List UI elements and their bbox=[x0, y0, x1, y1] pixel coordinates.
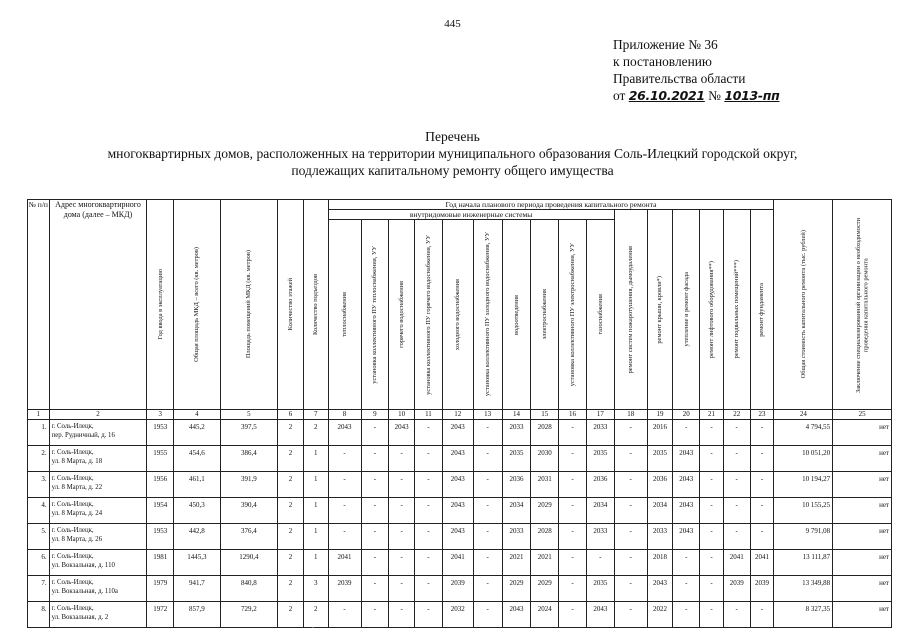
table-cell: 1953 bbox=[147, 420, 174, 446]
table-cell: 2035 bbox=[647, 446, 673, 472]
table-cell: 2034 bbox=[647, 498, 673, 524]
table-cell: - bbox=[673, 576, 700, 602]
table-cell: 397,5 bbox=[220, 420, 278, 446]
table-cell: 1 bbox=[303, 472, 328, 498]
table-cell: 13 111,87 bbox=[774, 550, 833, 576]
column-number: 3 bbox=[147, 410, 174, 420]
table-cell: 10 155,25 bbox=[774, 498, 833, 524]
table-cell: 2043 bbox=[442, 524, 473, 550]
table-cell: - bbox=[700, 446, 724, 472]
table-cell: 2043 bbox=[328, 420, 361, 446]
table-cell: 2043 bbox=[673, 498, 700, 524]
table-cell: 2041 bbox=[723, 550, 750, 576]
handwritten-date: 26.10.2021 bbox=[628, 88, 705, 103]
appendix-line-2: к постановлению bbox=[613, 54, 712, 69]
column-number-row bbox=[28, 410, 892, 420]
table-cell: - bbox=[361, 550, 389, 576]
table-cell: 391,9 bbox=[220, 472, 278, 498]
table-cell: - bbox=[750, 472, 774, 498]
table-cell: 2043 bbox=[389, 420, 415, 446]
header-foundation: ремонт фундамента bbox=[750, 210, 774, 410]
table-cell: 2043 bbox=[673, 446, 700, 472]
title-line-2: многоквартирных домов, расположенных на территории муниципального образования Соль-Илецкий городской округ, bbox=[107, 146, 798, 161]
table-cell: - bbox=[389, 446, 415, 472]
header-electricity: электроснабжения bbox=[531, 220, 559, 410]
header-repair-period: Год начала планового периода проведения капитального ремонта bbox=[328, 200, 774, 210]
column-number: 7 bbox=[303, 410, 328, 420]
table-cell: нет bbox=[833, 446, 892, 472]
address-cell: г. Соль-Илецк, ул. Вокзальная, д. 110 bbox=[49, 550, 147, 576]
table-cell: 2 bbox=[303, 420, 328, 446]
table-cell: 1 bbox=[303, 498, 328, 524]
table-cell: - bbox=[415, 524, 443, 550]
table-cell: - bbox=[361, 576, 389, 602]
table-cell: - bbox=[361, 420, 389, 446]
table-cell: - bbox=[750, 524, 774, 550]
table-cell: 2043 bbox=[647, 576, 673, 602]
table-cell: 2028 bbox=[531, 524, 559, 550]
table-cell: 2 bbox=[278, 550, 304, 576]
table-cell: 2021 bbox=[502, 550, 531, 576]
table-cell: 2 bbox=[278, 576, 304, 602]
table-cell: 2036 bbox=[502, 472, 531, 498]
table-cell: 2 bbox=[278, 446, 304, 472]
table-cell: 1 bbox=[303, 446, 328, 472]
table-cell: - bbox=[614, 602, 647, 628]
table-cell: - bbox=[723, 446, 750, 472]
table-cell: 10 194,27 bbox=[774, 472, 833, 498]
document-title bbox=[0, 128, 905, 179]
table-cell: - bbox=[750, 498, 774, 524]
header-electricity-meter: установка коллективного ПУ электроснабжения, УУ bbox=[559, 220, 587, 410]
table-cell: 2033 bbox=[586, 524, 614, 550]
header-year-built: Год ввода в эксплуатацию bbox=[147, 200, 174, 410]
table-cell: - bbox=[559, 576, 587, 602]
table-cell: 442,8 bbox=[174, 524, 220, 550]
column-number: 8 bbox=[328, 410, 361, 420]
table-cell: - bbox=[473, 576, 502, 602]
table-cell: нет bbox=[833, 602, 892, 628]
header-hot-water-meter: установка коллективного ПУ горячего водоснабжения, УУ bbox=[415, 220, 443, 410]
table-cell: - bbox=[723, 602, 750, 628]
table-cell: - bbox=[700, 472, 724, 498]
column-number: 13 bbox=[473, 410, 502, 420]
number-sign: № bbox=[708, 88, 721, 103]
table-cell: - bbox=[614, 576, 647, 602]
column-number: 22 bbox=[723, 410, 750, 420]
table-cell: 3 bbox=[303, 576, 328, 602]
table-cell: 2043 bbox=[442, 446, 473, 472]
header-facade: утепление и ремонт фасада bbox=[673, 210, 700, 410]
column-number: 9 bbox=[361, 410, 389, 420]
table-cell: - bbox=[361, 446, 389, 472]
header-address: Адрес многоквартирного дома (далее – МКД) bbox=[49, 200, 147, 410]
table-cell: 2033 bbox=[502, 524, 531, 550]
address-cell: г. Соль-Илецк, ул. 8 Марта, д. 22 bbox=[49, 472, 147, 498]
table-body bbox=[28, 410, 892, 628]
column-number: 18 bbox=[614, 410, 647, 420]
table-cell: 941,7 bbox=[174, 576, 220, 602]
table-cell: - bbox=[723, 472, 750, 498]
table-cell: - bbox=[389, 602, 415, 628]
table-cell: - bbox=[473, 446, 502, 472]
table-cell: - bbox=[700, 602, 724, 628]
table-cell: 1955 bbox=[147, 446, 174, 472]
table-cell: 2034 bbox=[586, 498, 614, 524]
title-line-1: Перечень bbox=[425, 129, 480, 144]
table-cell: - bbox=[328, 524, 361, 550]
table-cell: - bbox=[328, 602, 361, 628]
table-cell: 2041 bbox=[442, 550, 473, 576]
table-cell: 2030 bbox=[531, 446, 559, 472]
header-expert-conclusion: Заключение специализированной организации о необходимости проведения капитального ремонта bbox=[833, 200, 892, 410]
table-cell: - bbox=[389, 498, 415, 524]
table-cell: 2029 bbox=[531, 498, 559, 524]
header-total-cost: Общая стоимость капитального ремонта (тыс. рублей) bbox=[774, 200, 833, 410]
table-cell: 2. bbox=[28, 446, 50, 472]
table-cell: - bbox=[473, 524, 502, 550]
table-cell: 461,1 bbox=[174, 472, 220, 498]
column-number: 15 bbox=[531, 410, 559, 420]
table-cell: 729,2 bbox=[220, 602, 278, 628]
page-number: 445 bbox=[444, 18, 461, 30]
table-cell: 2043 bbox=[586, 602, 614, 628]
table-cell: - bbox=[559, 524, 587, 550]
header-fire-systems: ремонт систем пожаротушения, дымоудаления bbox=[614, 210, 647, 410]
table-cell: - bbox=[614, 524, 647, 550]
table-cell: 1445,3 bbox=[174, 550, 220, 576]
table-cell: - bbox=[723, 498, 750, 524]
table-cell: - bbox=[415, 420, 443, 446]
header-engineering-systems: внутридомовые инженерные системы bbox=[328, 210, 614, 220]
header-gas: газоснабжения bbox=[586, 220, 614, 410]
appendix-line-3: Правительства области bbox=[613, 71, 746, 86]
table-cell: - bbox=[415, 602, 443, 628]
table-cell: 2022 bbox=[647, 602, 673, 628]
table-cell: - bbox=[673, 420, 700, 446]
table-cell: 840,8 bbox=[220, 576, 278, 602]
column-number: 24 bbox=[774, 410, 833, 420]
column-number: 19 bbox=[647, 410, 673, 420]
table-cell: - bbox=[559, 420, 587, 446]
header-total-area: Общая площадь МКД – всего (кв. метров) bbox=[174, 200, 220, 410]
column-number: 5 bbox=[220, 410, 278, 420]
table-cell: 4 794,55 bbox=[774, 420, 833, 446]
table-cell: нет bbox=[833, 420, 892, 446]
header-elevator: ремонт лифтового оборудования**) bbox=[700, 210, 724, 410]
address-cell: г. Соль-Илецк, ул. 8 Марта, д. 18 bbox=[49, 446, 147, 472]
table-cell: - bbox=[673, 550, 700, 576]
table-cell: 2 bbox=[278, 602, 304, 628]
table-cell: - bbox=[559, 550, 587, 576]
table-cell: - bbox=[473, 602, 502, 628]
table-cell: 1954 bbox=[147, 498, 174, 524]
header-heating-meter: установка коллективного ПУ теплоснабжения, УУ bbox=[361, 220, 389, 410]
table-cell: 2 bbox=[278, 498, 304, 524]
header-entrances: Количество подъездов bbox=[303, 200, 328, 410]
table-cell: - bbox=[415, 550, 443, 576]
table-cell: 2036 bbox=[586, 472, 614, 498]
scan-speck bbox=[312, 627, 314, 628]
table-cell: 7. bbox=[28, 576, 50, 602]
table-cell: 2 bbox=[278, 472, 304, 498]
title-line-3: подлежащих капитальному ремонту общего имущества bbox=[291, 163, 614, 178]
table-cell: 2034 bbox=[502, 498, 531, 524]
table-cell: - bbox=[389, 524, 415, 550]
table-cell: - bbox=[614, 498, 647, 524]
table-cell: 3. bbox=[28, 472, 50, 498]
table-cell: - bbox=[415, 446, 443, 472]
table-cell: - bbox=[700, 420, 724, 446]
column-number: 11 bbox=[415, 410, 443, 420]
column-number: 17 bbox=[586, 410, 614, 420]
header-sewerage: водоотведения bbox=[502, 220, 531, 410]
table-cell: - bbox=[614, 550, 647, 576]
column-number: 12 bbox=[442, 410, 473, 420]
table-cell: - bbox=[473, 550, 502, 576]
table-row bbox=[28, 550, 892, 576]
table-cell: 454,6 bbox=[174, 446, 220, 472]
table-cell: 2039 bbox=[723, 576, 750, 602]
table-cell: 1 bbox=[303, 524, 328, 550]
table-cell: - bbox=[361, 524, 389, 550]
table-cell: - bbox=[559, 472, 587, 498]
table-cell: 2035 bbox=[586, 576, 614, 602]
date-prefix: от bbox=[613, 88, 626, 103]
table-cell: 2029 bbox=[502, 576, 531, 602]
table-cell: 2033 bbox=[586, 420, 614, 446]
address-cell: г. Соль-Илецк, ул. Вокзальная, д. 2 bbox=[49, 602, 147, 628]
table-cell: 2041 bbox=[750, 550, 774, 576]
table-cell: 2043 bbox=[442, 472, 473, 498]
table-cell: 1. bbox=[28, 420, 50, 446]
table-cell: - bbox=[415, 472, 443, 498]
table-row bbox=[28, 602, 892, 628]
table-cell: - bbox=[361, 602, 389, 628]
table-cell: 2028 bbox=[531, 420, 559, 446]
address-cell: г. Соль-Илецк, ул. 8 Марта, д. 24 bbox=[49, 498, 147, 524]
table-cell: 6. bbox=[28, 550, 50, 576]
table-cell: - bbox=[559, 602, 587, 628]
column-number: 14 bbox=[502, 410, 531, 420]
appendix-block bbox=[613, 36, 779, 104]
table-cell: - bbox=[361, 498, 389, 524]
table-cell: 2035 bbox=[502, 446, 531, 472]
table-cell: - bbox=[750, 420, 774, 446]
table-cell: 1 bbox=[303, 550, 328, 576]
table-cell: 1972 bbox=[147, 602, 174, 628]
table-cell: - bbox=[473, 472, 502, 498]
header-basement: ремонт подвальных помещений***) bbox=[723, 210, 750, 410]
table-cell: - bbox=[700, 576, 724, 602]
table-cell: - bbox=[473, 420, 502, 446]
table-cell: 8 327,35 bbox=[774, 602, 833, 628]
table-cell: 5. bbox=[28, 524, 50, 550]
table-cell: - bbox=[700, 498, 724, 524]
column-number: 2 bbox=[49, 410, 147, 420]
table-cell: 9 791,08 bbox=[774, 524, 833, 550]
table-row bbox=[28, 420, 892, 446]
column-number: 4 bbox=[174, 410, 220, 420]
table-row bbox=[28, 576, 892, 602]
table-cell: 2043 bbox=[673, 472, 700, 498]
column-number: 1 bbox=[28, 410, 50, 420]
table-cell: - bbox=[559, 498, 587, 524]
table-cell: 2029 bbox=[531, 576, 559, 602]
table-cell: 445,2 bbox=[174, 420, 220, 446]
table-cell: 1953 bbox=[147, 524, 174, 550]
table-cell: 2033 bbox=[647, 524, 673, 550]
table-cell: - bbox=[723, 420, 750, 446]
table-cell: - bbox=[328, 472, 361, 498]
header-cold-water-meter: установка коллективного ПУ холодного водоснабжения, УУ bbox=[473, 220, 502, 410]
table-cell: 2043 bbox=[502, 602, 531, 628]
table-cell: 1956 bbox=[147, 472, 174, 498]
address-cell: г. Соль-Илецк, ул. Вокзальная, д. 110а bbox=[49, 576, 147, 602]
header-heating: теплоснабжения bbox=[328, 220, 361, 410]
column-number: 16 bbox=[559, 410, 587, 420]
table-cell: 1290,4 bbox=[220, 550, 278, 576]
table-cell: 2032 bbox=[442, 602, 473, 628]
table-cell: 1979 bbox=[147, 576, 174, 602]
table-cell: 857,9 bbox=[174, 602, 220, 628]
header-hot-water: горячего водоснабжения bbox=[389, 220, 415, 410]
column-number: 6 bbox=[278, 410, 304, 420]
table-cell: 2039 bbox=[328, 576, 361, 602]
appendix-line-1: Приложение № 36 bbox=[613, 37, 718, 52]
table-cell: - bbox=[389, 576, 415, 602]
table-cell: 2018 bbox=[647, 550, 673, 576]
table-cell: - bbox=[389, 472, 415, 498]
table-cell: - bbox=[415, 576, 443, 602]
table-cell: - bbox=[415, 498, 443, 524]
column-number: 20 bbox=[673, 410, 700, 420]
table-cell: 2043 bbox=[442, 498, 473, 524]
table-cell: 2035 bbox=[586, 446, 614, 472]
column-number: 10 bbox=[389, 410, 415, 420]
table-cell: 2 bbox=[278, 524, 304, 550]
header-cold-water: холодного водоснабжения bbox=[442, 220, 473, 410]
table-cell: 13 349,88 bbox=[774, 576, 833, 602]
handwritten-number: 1013-пп bbox=[724, 88, 780, 103]
table-cell: - bbox=[700, 524, 724, 550]
table-cell: - bbox=[473, 498, 502, 524]
table-row bbox=[28, 446, 892, 472]
table-cell: 450,3 bbox=[174, 498, 220, 524]
table-cell: - bbox=[559, 446, 587, 472]
table-cell: нет bbox=[833, 524, 892, 550]
address-cell: г. Соль-Илецк, пер. Рудничный, д. 16 bbox=[49, 420, 147, 446]
table-cell: - bbox=[328, 446, 361, 472]
table-cell: 390,4 bbox=[220, 498, 278, 524]
appendix-date-line bbox=[613, 87, 779, 104]
table-row bbox=[28, 524, 892, 550]
table-cell: 2036 bbox=[647, 472, 673, 498]
table-cell: 376,4 bbox=[220, 524, 278, 550]
table-cell: - bbox=[614, 446, 647, 472]
table-cell: 2021 bbox=[531, 550, 559, 576]
header-roof: ремонт крыши, кровли*) bbox=[647, 210, 673, 410]
address-cell: г. Соль-Илецк, ул. 8 Марта, д. 26 bbox=[49, 524, 147, 550]
table-cell: 2024 bbox=[531, 602, 559, 628]
column-number: 21 bbox=[700, 410, 724, 420]
table-cell: - bbox=[750, 602, 774, 628]
table-cell: 4. bbox=[28, 498, 50, 524]
table-cell: - bbox=[723, 524, 750, 550]
table-row bbox=[28, 472, 892, 498]
header-premises-area: Площадь помещений МКД (кв. метров) bbox=[220, 200, 278, 410]
table-cell: 1981 bbox=[147, 550, 174, 576]
table-cell: нет bbox=[833, 576, 892, 602]
table-cell: 2031 bbox=[531, 472, 559, 498]
header-floors: Количество этажей bbox=[278, 200, 304, 410]
table-cell: нет bbox=[833, 498, 892, 524]
table-cell: - bbox=[328, 498, 361, 524]
table-cell: - bbox=[361, 472, 389, 498]
table-cell: - bbox=[389, 550, 415, 576]
table-cell: - bbox=[614, 420, 647, 446]
table-cell: 2043 bbox=[442, 420, 473, 446]
table-cell: - bbox=[673, 602, 700, 628]
table-cell: 10 051,20 bbox=[774, 446, 833, 472]
table-cell: - bbox=[614, 472, 647, 498]
table-cell: - bbox=[700, 550, 724, 576]
table-cell: 2041 bbox=[328, 550, 361, 576]
table-cell: 2039 bbox=[442, 576, 473, 602]
table-cell: 2 bbox=[278, 420, 304, 446]
table-cell: - bbox=[750, 446, 774, 472]
column-number: 25 bbox=[833, 410, 892, 420]
table-cell: 8. bbox=[28, 602, 50, 628]
column-number: 23 bbox=[750, 410, 774, 420]
table-cell: - bbox=[586, 550, 614, 576]
table-row bbox=[28, 498, 892, 524]
table-cell: 2043 bbox=[673, 524, 700, 550]
table-cell: нет bbox=[833, 550, 892, 576]
header-number: № п/п bbox=[28, 200, 50, 410]
table-cell: 2033 bbox=[502, 420, 531, 446]
table-cell: 386,4 bbox=[220, 446, 278, 472]
table-cell: 2016 bbox=[647, 420, 673, 446]
table-cell: 2 bbox=[303, 602, 328, 628]
buildings-table bbox=[27, 199, 892, 628]
table-cell: 2039 bbox=[750, 576, 774, 602]
table-cell: нет bbox=[833, 472, 892, 498]
